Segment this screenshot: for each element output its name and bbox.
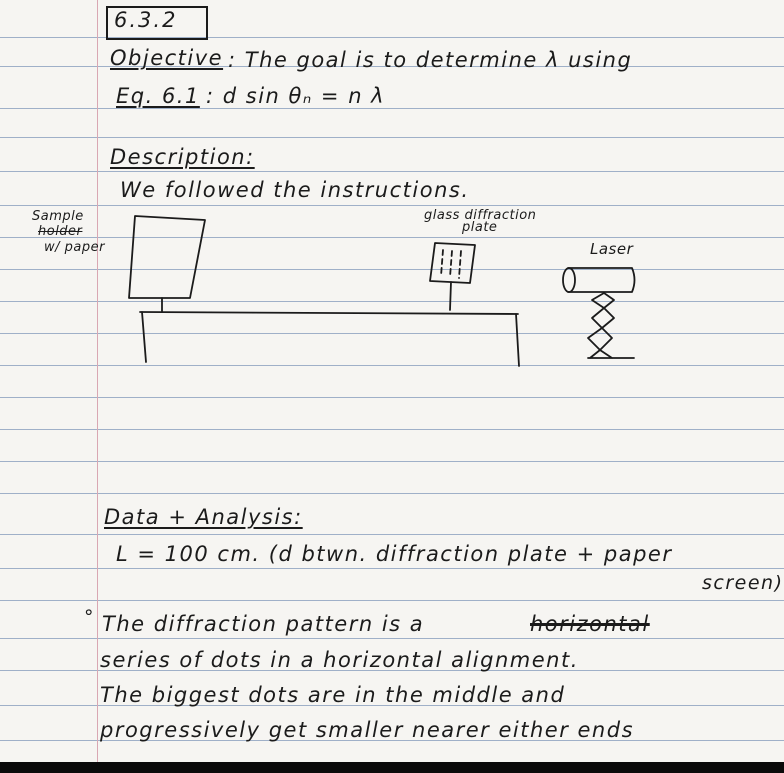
distance-line: L = 100 cm. (d btwn. diffraction plate + paper <box>116 542 673 566</box>
table-leg-left <box>142 312 146 362</box>
plate-label-line2: plate <box>462 220 498 235</box>
objective-label: Objective <box>110 46 224 70</box>
sample-label-line3: w/ paper <box>44 240 105 255</box>
data-analysis-label: Data + Analysis: <box>104 505 303 529</box>
sample-label-line1: Sample <box>32 209 84 224</box>
equation-formula: : d sin θₙ = n λ <box>206 84 386 108</box>
diffraction-plate-stand <box>450 282 451 310</box>
sample-label-line2: holder <box>38 224 83 239</box>
laser-body <box>568 268 635 292</box>
diffraction-plate-shape <box>430 243 475 283</box>
observation-line2: series of dots in a horizontal alignment. <box>100 648 579 672</box>
observation-line3: The biggest dots are in the middle and <box>100 683 566 707</box>
sample-holder-shape <box>129 216 205 298</box>
description-label: Description: <box>110 145 255 169</box>
observation-line4: progressively get smaller nearer either ends <box>100 718 635 742</box>
objective-text: : The goal is to determine λ using <box>228 48 633 72</box>
laser-aperture <box>563 268 575 292</box>
bottom-edge <box>0 762 784 773</box>
plate-label-line1: glass diffraction <box>424 208 537 223</box>
laser-label: Laser <box>590 240 634 258</box>
laser-stand-jack <box>588 293 614 350</box>
bullet-marker: ° <box>84 606 95 628</box>
table-top <box>140 312 518 314</box>
distance-line-continued: screen) <box>702 572 784 594</box>
laser-stand-base <box>588 350 634 358</box>
observation-line1: The diffraction pattern is a <box>102 612 425 636</box>
description-text: We followed the instructions. <box>120 178 470 202</box>
observation-struck-word: horizontal <box>530 612 650 636</box>
diffraction-plate-grating <box>441 250 461 278</box>
section-number: 6.3.2 <box>114 8 178 32</box>
equation-label: Eq. 6.1 <box>116 84 200 108</box>
table-leg-right <box>516 314 519 366</box>
